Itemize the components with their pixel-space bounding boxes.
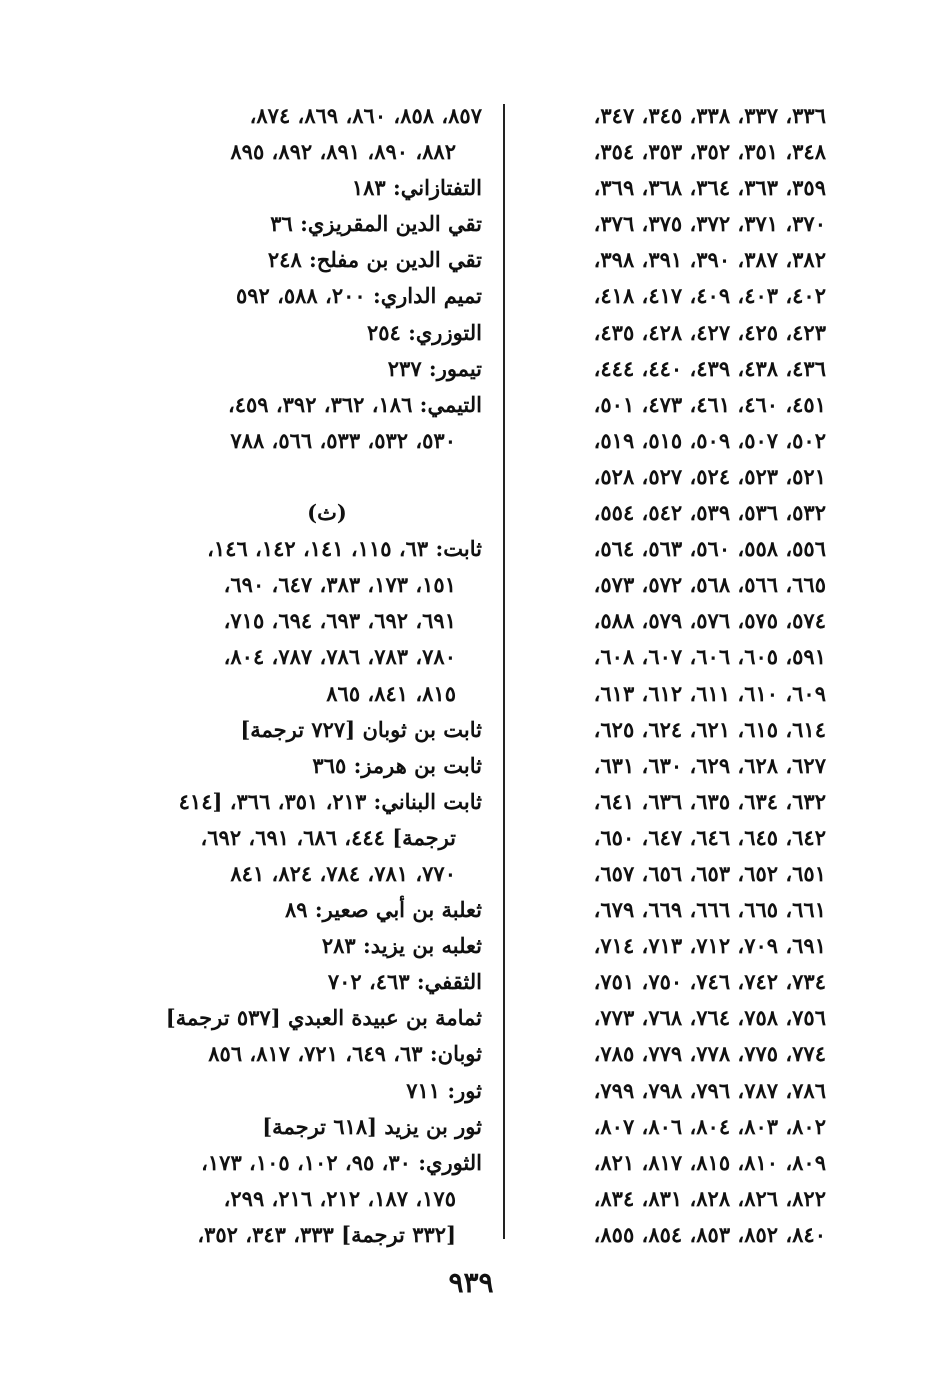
index-line: ٥٣٠، ٥٣٢، ٥٣٣، ٥٦٦، ٧٨٨ (230, 427, 456, 453)
index-column-right (526, 98, 826, 1253)
index-line: ثعلبة بن أبي صعير: ٨٩ (285, 897, 482, 923)
index-line: ٨٥٧، ٨٥٨، ٨٦٠، ٨٦٩، ٨٧٤، (249, 103, 482, 128)
index-line: ٦٢٧، ٦٢٨، ٦٢٩، ٦٣٠، ٦٣١، (593, 752, 826, 778)
index-line: ثور: ٧١١ (406, 1077, 482, 1103)
index-line: ٦٠٩، ٦١٠، ٦١١، ٦١٢، ٦١٣، (593, 680, 826, 706)
index-line: ٣٧٠، ٣٧١، ٣٧٢، ٣٧٥، ٣٧٦، (593, 211, 826, 237)
index-line: ثابت بن ثوبان [٧٢٧ ترجمة] (240, 716, 482, 742)
index-line: ٦٥١، ٦٥٢، ٦٥٣، ٦٥٦، ٦٥٧، (593, 860, 826, 886)
index-line: الثقفي: ٤٦٣، ٧٠٢ (327, 969, 482, 995)
index-line: ٦٩١، ٧٠٩، ٧١٢، ٧١٣، ٧١٤، (593, 933, 826, 959)
index-line: ٥٠٢، ٥٠٧، ٥٠٩، ٥١٥، ٥١٩، (593, 427, 826, 453)
index-line: ٦٤٢، ٦٤٥، ٦٤٦، ٦٤٧، ٦٥٠، (593, 824, 826, 850)
index-line: تقي الدين بن مفلح: ٢٤٨ (267, 247, 482, 273)
index-line: ٣٥٩، ٣٦٣، ٣٦٤، ٣٦٨، ٣٦٩، (593, 175, 826, 201)
column-divider (503, 104, 505, 1239)
index-line: ٦١٤، ٦١٥، ٦٢١، ٦٢٤، ٦٢٥، (593, 716, 826, 742)
index-line: التوزري: ٢٥٤ (366, 319, 482, 345)
index-line: ٧٨٠، ٧٨٣، ٧٨٦، ٧٨٧، ٨٠٤، (223, 644, 456, 670)
index-line: ٣٣٦، ٣٣٧، ٣٣٨، ٣٤٥، ٣٤٧، (593, 103, 826, 128)
index-line: الثوري: ٣٠، ٩٥، ١٠٢، ١٠٥، ١٧٣، (201, 1149, 482, 1175)
index-line: ١٧٥، ١٨٧، ٢١٢، ٢١٦، ٢٩٩، (223, 1185, 456, 1211)
index-line: ترجمة] ٤٤٤، ٦٨٦، ٦٩١، ٦٩٢، (200, 824, 456, 850)
index-line (152, 459, 482, 495)
index-line: ٥٣٢، ٥٣٦، ٥٣٩، ٥٤٢، ٥٥٤، (593, 500, 826, 526)
index-line: ٨٨٢، ٨٩٠، ٨٩١، ٨٩٢، ٨٩٥ (230, 139, 456, 165)
index-line: ٥٢١، ٥٢٣، ٥٢٤، ٥٢٧، ٥٢٨، (593, 463, 826, 489)
index-line: ٥٩١، ٦٠٥، ٦٠٦، ٦٠٧، ٦٠٨، (593, 644, 826, 670)
index-line: ٥٥٦، ٥٥٨، ٥٦٠، ٥٦٣، ٥٦٤، (593, 536, 826, 562)
index-line: ٦٣٢، ٦٣٤، ٦٣٥، ٦٣٦، ٦٤١، (593, 788, 826, 814)
index-line: ٧٧٤، ٧٧٥، ٧٧٨، ٧٧٩، ٧٨٥، (593, 1041, 826, 1067)
index-line: ٧٨٦، ٧٨٧، ٧٩٦، ٧٩٨، ٧٩٩، (593, 1077, 826, 1103)
index-line: تيمور: ٢٣٧ (387, 355, 482, 381)
index-line: ثابت البناني: ٢١٣، ٣٥١، ٣٦٦، [٤١٤ (178, 788, 482, 814)
index-line: ٨٤٠، ٨٥٢، ٨٥٣، ٨٥٤، ٨٥٥، (593, 1221, 826, 1247)
index-line: ٦٦٥، ٥٦٦، ٥٦٨، ٥٧٢، ٥٧٣، (593, 572, 826, 598)
index-line: التفتازاني: ١٨٣ (351, 175, 482, 201)
index-line: ٤٣٦، ٤٣٨، ٤٣٩، ٤٤٠، ٤٤٤، (593, 355, 826, 381)
index-line: ٦٦١، ٦٦٥، ٦٦٦، ٦٦٩، ٦٧٩، (593, 897, 826, 923)
index-line: ٨٠٩، ٨١٠، ٨١٥، ٨١٧، ٨٢١، (593, 1149, 826, 1175)
index-line: ٣٨٢، ٣٨٧، ٣٩٠، ٣٩١، ٣٩٨، (593, 247, 826, 273)
index-line: ٥٧٤، ٥٧٥، ٥٧٦، ٥٧٩، ٥٨٨، (593, 608, 826, 634)
index-line: تقي الدين المقريزي: ٣٦ (270, 211, 482, 237)
index-line: ثور بن يزيد [٦١٨ ترجمة] (262, 1113, 482, 1139)
index-line: تميم الداري: ٢٠٠، ٥٨٨، ٥٩٢ (235, 283, 482, 309)
index-line: ١٥١، ١٧٣، ٣٨٣، ٦٤٧، ٦٩٠، (223, 572, 456, 598)
index-line: ٦٩١، ٦٩٢، ٦٩٣، ٦٩٤، ٧١٥، (223, 608, 456, 634)
page-number: ٩٣٩ (448, 1266, 494, 1299)
index-line: ٨٢٢، ٨٢٦، ٨٢٨، ٨٣١، ٨٣٤، (593, 1185, 826, 1211)
index-line: ٧٧٠، ٧٨١، ٧٨٤، ٨٢٤، ٨٤١ (230, 860, 456, 886)
index-line: [٣٣٢ ترجمة] ٣٣٣، ٣٤٣، ٣٥٢، (197, 1221, 456, 1247)
index-column-left (152, 98, 482, 1253)
index-line: ثعلبه بن يزيد: ٢٨٣ (321, 933, 482, 959)
index-line: ٤٢٣، ٤٢٥، ٤٢٧، ٤٢٨، ٤٣٥، (593, 319, 826, 345)
section-heading: (ث) (307, 500, 347, 526)
index-line: ثابت بن هرمز: ٣٦٥ (312, 752, 482, 778)
index-line: ٧٥٦، ٧٥٨، ٧٦٤، ٧٦٨، ٧٧٣، (593, 1005, 826, 1031)
index-line: ٣٤٨، ٣٥١، ٣٥٢، ٣٥٣، ٣٥٤، (593, 139, 826, 165)
index-line: ثمامة بن عبيدة العبدي [٥٣٧ ترجمة] (165, 1005, 482, 1031)
index-line: ٤٥١، ٤٦٠، ٤٦١، ٤٧٣، ٥٠١، (593, 391, 826, 417)
index-line: ٧٣٤، ٧٤٢، ٧٤٦، ٧٥٠، ٧٥١، (593, 969, 826, 995)
index-line: ثابت: ٦٣، ١١٥، ١٤١، ١٤٢، ١٤٦، (207, 536, 482, 562)
index-line: ثوبان: ٦٣، ٦٤٩، ٧٢١، ٨١٧، ٨٥٦ (208, 1041, 482, 1067)
index-line: ٤٠٢، ٤٠٣، ٤٠٩، ٤١٧، ٤١٨، (593, 283, 826, 309)
index-line: ٨٠٢، ٨٠٣، ٨٠٤، ٨٠٦، ٨٠٧، (593, 1113, 826, 1139)
index-line: ٨١٥، ٨٤١، ٨٦٥ (326, 680, 456, 706)
index-line: التيمي: ١٨٦، ٣٦٢، ٣٩٢، ٤٥٩، (227, 391, 482, 417)
